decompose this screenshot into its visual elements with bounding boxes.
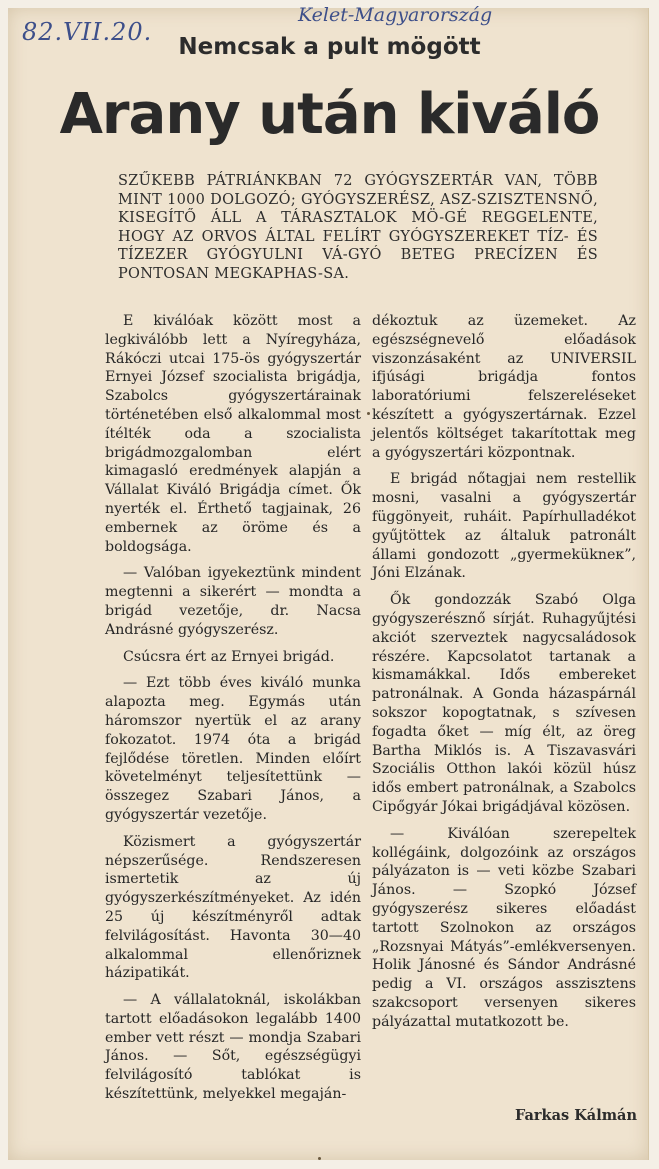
handwritten-date: 82.VII.20.: [22, 18, 153, 46]
article-byline: Farkas Kálmán: [515, 1107, 637, 1124]
paragraph: Csúcsra ért az Ernyei brigád.: [123, 648, 335, 665]
handwritten-source: Kelet-Magyarország: [298, 4, 493, 26]
paragraph: — Kiválóan szerepeltek kollégáink, dolgozóink az országos pályázaton is — veti közbe Szabari János. — Szopkó József gyógyszerész sikeres előadást tartott Szolnokon az országos „Rozsnyai Mátyás”-emlékversenyen. Holik Jánosné és Sándor Andrásné pedig a VI. országos asszisztens szakcsoport versenyen sikeres pályázattal mutatkozott be.: [372, 825, 636, 1030]
paragraph: dékoztuk az üzemeket. Az egészségnevelő előadások viszonzásaként az UNIVERSIL ifjúsági brigádja fontos laboratóriumi felszereléseket készített a gyógyszertárnak. Ezzel jelentős költséget takarítottak meg a gyógyszertári központnak.: [372, 313, 636, 461]
paragraph: — Ezt több éves kiváló munka alapozta meg. Egymás után háromszor nyertük el az arany fokozatot. 1974 óta a brigád fejlődése töretlen. Minden előírt követelményt teljesítettünk — összegez Szabari János, a gyógyszertár vezetője.: [105, 675, 361, 823]
paragraph: — A vállalatoknál, iskolákban tartott előadásokon legalább 1400 ember vett részt — mondja Szabari János. — Sőt, egészségügyi felvilágosító tablókat is készítettünk, melyekkel megaján-: [105, 992, 361, 1103]
article-kicker: Nemcsak a pult mögött: [178, 34, 481, 60]
article-headline: Arany után kiváló: [59, 82, 600, 147]
print-speck: [367, 412, 370, 415]
paragraph: E kiválóak között most a legkiválóbb lett a Nyíregyháza, Rákóczi utcai 175-ös gyógyszertár Ernyei József szocialista brigádja, Szabolcs gyógyszertárainak történetében első alkalommal most ítélték oda a szocialista brigádmozgalomban elért kimagasló eredmények alapján a Vállalat Kiváló Brigádja címet. Ők nyerték el. Érthető tagjainak, 26 embernek az öröme és a boldogsága.: [105, 313, 361, 555]
paragraph: E brigád nőtagjai nem restellik mosni, vasalni a gyógyszertár függönyeit, ruháit. Papírhulladékot gyűjtöttek az általuk patronált állami gondozott „gyermekükneк”, Jóni Elzának.: [372, 471, 636, 582]
paragraph: — Valóban igyekeztünk mindent megtenni a sikerért — mondta a brigád vezetője, dr. Nacsa Andrásné gyógyszerész.: [105, 565, 361, 638]
print-speck: [318, 1157, 321, 1160]
article-lead: SZŰKEBB PÁTRIÁNKBAN 72 GYÓGYSZERTÁR VAN, TÖBB MINT 1000 DOLGOZÓ; GYÓGYSZERÉSZ, ASZ-SZISZTENSNŐ, KISEGÍTŐ ÁLL A TÁRASZTALOK MÖ-GÉ REGGELENTE, HOGY AZ ORVOS ÁLTAL FELÍRT GYÓGYSZEREKET TÍZ- ÉS TÍZEZER GYÓGYULNI VÁ-GYÓ BETEG PRECÍZEN ÉS PONTOSAN MEGKAPHAS-SA.: [118, 173, 598, 282]
article-column-1: [105, 312, 361, 1112]
paragraph: Közismert a gyógyszertár népszerűsége. Rendszeresen ismertetik az új gyógyszerkészítményeket. Az idén 25 új készítményről adtak felvilágosítást. Havonta 30—40 alkalommal ellenőriznek házipatikát.: [105, 833, 361, 982]
article-column-2: [372, 312, 636, 1039]
paragraph: Ők gondozzák Szabó Olga gyógyszerésznő sírját. Ruhagyűjtési akciót szerveztek nagycsaládosok részére. Kapcsolatot tartanak a kismamákkal. Idős embereket patronálnak. A Gonda házaspárnál sokszor kopogtatnak, s szívesen fogadta őket — míg élt, az öreg Bartha Miklós is. A Tiszavasvári Szociális Otthon lakói közül húsz idős embert patronálnak, a Szabolcs Cipőgyár Jókai brigádjával közösen.: [372, 592, 636, 815]
